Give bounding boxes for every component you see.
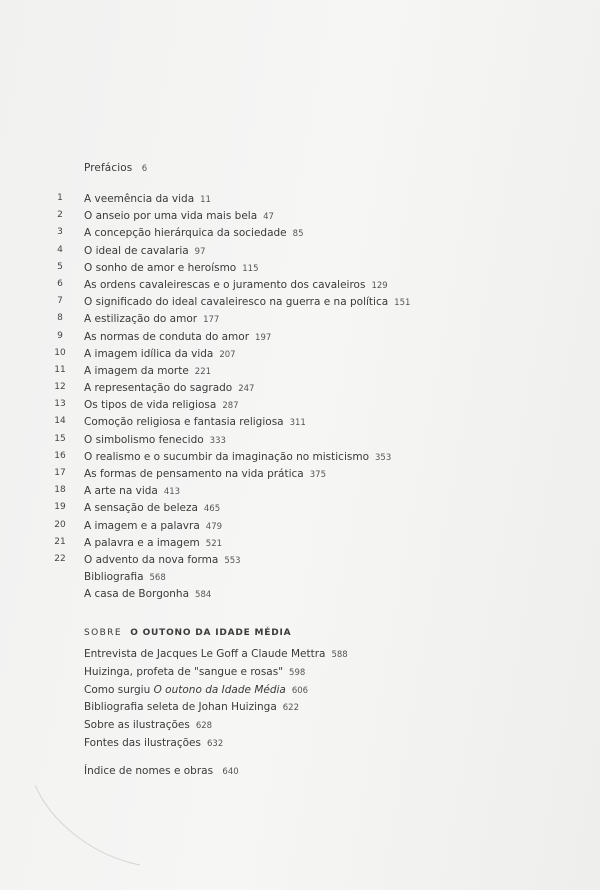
chapter-number: 5 [57,261,63,272]
chapter-title: A sensação de beleza [84,502,198,515]
chapter-title-entry [84,279,388,291]
chapter-title-entry [84,262,258,274]
appendix-entry [84,648,348,660]
chapter-title: O sonho de amor e heroísmo [84,261,237,274]
chapter-page: 221 [194,366,212,377]
chapter-number: 15 [54,433,66,444]
chapter-number: 4 [57,244,63,255]
chapter-title: A arte na vida [84,485,158,498]
section-heading [84,628,291,638]
chapter-number: 7 [57,296,63,307]
chapter-page: 413 [163,487,181,498]
toc-row [0,485,600,502]
chapter-title-entry [84,520,222,532]
chapter-number: 2 [57,210,63,221]
chapter-title: O significado do ideal cavaleiresco na guerra e na política [84,296,389,309]
chapter-title-entry [84,451,391,463]
chapter-number: 19 [54,502,66,513]
chapter-number: 14 [54,416,66,427]
toc-row [0,520,600,537]
table-of-contents [0,193,600,606]
chapter-title: As ordens cavaleirescas e o juramento dos cavaleiros [84,278,366,291]
chapter-page: 177 [203,315,220,326]
chapter-number: 10 [54,347,66,358]
preface-entry [84,162,147,174]
appendix-page: 598 [289,667,306,678]
toc-row [0,245,600,262]
chapter-title-entry [84,210,274,222]
toc-row [0,227,600,244]
appendix-entry [84,719,212,731]
index-page: 640 [222,767,239,777]
chapter-title: Bibliografia [84,571,144,584]
toc-row [0,348,600,365]
chapter-title-entry [84,382,254,394]
chapter-title: A veemência da vida [84,193,195,205]
chapter-page: 11 [200,195,211,205]
chapter-title-entry [84,502,220,514]
chapter-page: 465 [203,504,221,515]
chapter-number: 20 [54,519,66,530]
appendix-title: Sobre as ilustrações [84,719,190,732]
toc-row [0,210,600,227]
index-title: Índice de nomes e obras [84,765,214,777]
chapter-title: As normas de conduta do amor [84,330,250,343]
section-heading-book: O OUTONO DA IDADE MÉDIA [130,628,292,638]
chapter-title: O anseio por uma vida mais bela [84,210,258,223]
chapter-title: A estilização do amor [84,313,198,326]
chapter-title-entry [84,313,219,325]
toc-row [0,262,600,279]
chapter-number: 21 [54,536,66,547]
chapter-title-entry [84,193,211,205]
appendix-title: Entrevista de Jacques Le Goff a Claude Mettra [84,648,326,660]
chapter-number: 9 [57,330,63,341]
toc-row [0,502,600,519]
appendix-page: 588 [331,650,348,660]
chapter-title: A concepção hierárquica da sociedade [84,227,287,240]
chapter-page: 197 [255,332,272,343]
chapter-number: 17 [54,468,66,478]
appendix-row [0,737,600,755]
chapter-number: 13 [54,399,66,410]
chapter-title-entry [84,348,236,360]
chapter-number: 22 [54,553,66,564]
chapter-title-entry [84,434,226,446]
chapter-page: 333 [209,435,226,446]
toc-row [0,434,600,451]
chapter-title-entry [84,537,222,549]
appendix-entry [84,737,223,749]
chapter-page: 115 [242,263,259,274]
chapter-title: O advento da nova forma [84,553,219,566]
chapter-page: 287 [222,401,239,412]
chapter-title: A imagem e a palavra [84,519,200,532]
chapter-page: 568 [149,573,166,584]
appendix-page: 632 [207,738,224,749]
appendix-entry [84,684,308,696]
appendix-title: Huizinga, profeta de "sangue e rosas" [84,665,284,678]
toc-row [0,537,600,554]
appendix-row [0,684,600,702]
chapter-number: 16 [54,450,66,461]
chapter-title-entry [84,399,239,411]
chapter-page: 311 [289,418,306,429]
chapter-title: A palavra e a imagem [84,536,200,549]
chapter-page: 97 [194,246,206,257]
appendix-row [0,648,600,666]
toc-row [0,416,600,433]
appendix-title: Fontes das ilustrações [84,736,201,749]
chapter-title: A imagem idílica da vida [84,347,214,360]
chapter-page: 584 [195,590,212,601]
chapter-title-entry [84,245,206,257]
pencil-mark [30,780,150,870]
chapter-title: A casa de Borgonha [84,588,190,601]
chapter-title: Os tipos de vida religiosa [84,399,217,412]
toc-row [0,279,600,296]
chapter-title-entry [84,468,326,480]
chapter-title-entry [84,331,271,343]
section-heading-lead: SOBRE [84,628,122,638]
appendix-page: 606 [291,685,309,696]
toc-row [0,331,600,348]
chapter-number: 8 [57,313,63,324]
chapter-title: A imagem da morte [84,364,189,377]
toc-row [0,554,600,571]
chapter-page: 85 [292,229,304,240]
chapter-title-entry [84,554,241,566]
chapter-number: 6 [57,278,63,289]
chapter-page: 353 [375,452,392,463]
chapter-title: A representação do sagrado [84,382,233,395]
appendix-title: Bibliografia seleta de Johan Huizinga [84,701,277,714]
chapter-number: 1 [57,193,63,203]
toc-row [0,588,600,605]
chapter-number: 3 [57,227,63,238]
chapter-number: 11 [54,364,66,375]
appendix-page: 628 [195,721,213,732]
appendix-row [0,701,600,719]
chapter-title-entry [84,588,211,600]
chapter-page: 207 [219,349,236,360]
chapter-title-entry [84,296,410,308]
preface-page: 6 [141,164,148,174]
toc-row [0,571,600,588]
appendix-title-book: O outono da Idade Média [153,683,286,696]
chapter-page: 479 [205,521,223,532]
chapter-page: 151 [394,298,411,309]
chapter-page: 47 [263,212,274,223]
toc-row [0,451,600,468]
chapter-title-entry [84,365,211,377]
chapter-title: O simbolismo fenecido [84,433,204,446]
chapter-title: O ideal de cavalaria [84,244,189,257]
chapter-title: Comoção religiosa e fantasia religiosa [84,416,284,429]
toc-row [0,296,600,313]
toc-row [0,365,600,382]
chapter-page: 129 [371,280,388,291]
appendix-list [0,648,600,755]
toc-row [0,313,600,330]
chapter-page: 553 [224,555,241,566]
appendix-row [0,719,600,737]
chapter-title-entry [84,485,180,497]
toc-row [0,193,600,210]
chapter-title-entry [84,416,306,428]
chapter-title: As formas de pensamento na vida prática [84,468,304,480]
chapter-page: 247 [238,384,255,395]
chapter-number: 12 [54,382,66,393]
toc-row [0,382,600,399]
toc-row [0,468,600,485]
appendix-entry [84,701,299,713]
appendix-entry [84,666,305,678]
appendix-page: 622 [282,703,299,714]
appendix-row [0,666,600,684]
chapter-title: O realismo e o sucumbir da imaginação no misticismo [84,450,369,463]
chapter-title-entry [84,571,166,583]
index-entry [84,765,239,777]
preface-title: Prefácios [84,162,133,174]
toc-row [0,399,600,416]
appendix-title-prefix: Como surgiu [84,683,154,696]
chapter-page: 375 [309,470,326,480]
chapter-page: 521 [205,538,223,549]
chapter-number: 18 [54,485,66,496]
chapter-title-entry [84,227,303,239]
